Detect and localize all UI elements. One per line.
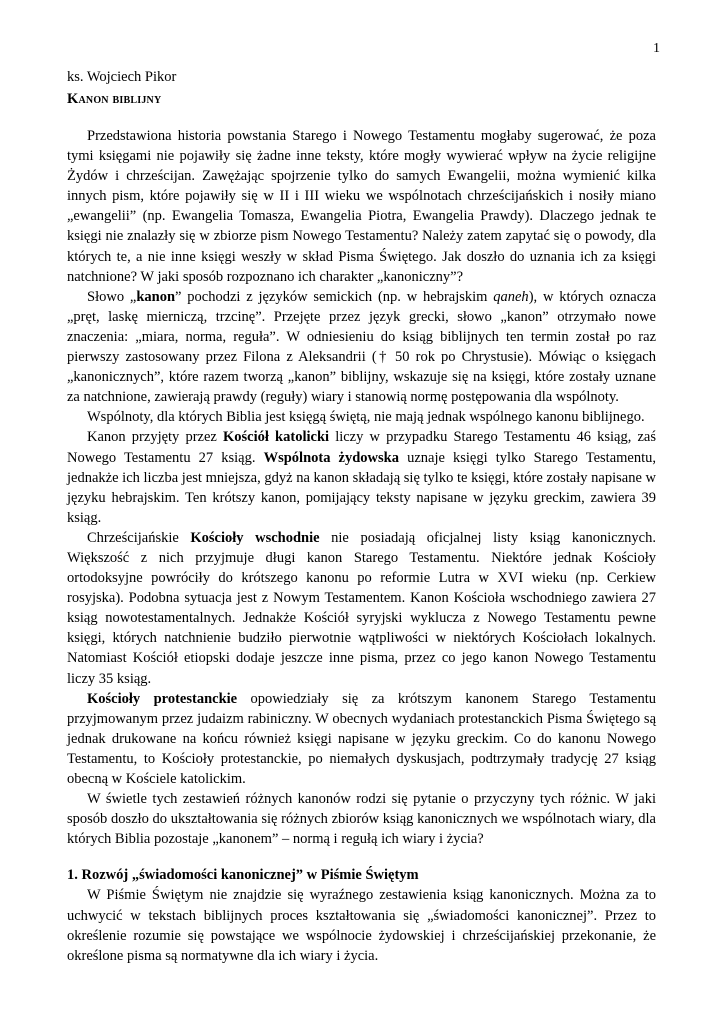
paragraph-canonical-awareness: W Piśmie Świętym nie znajdzie się wyraźnego zestawienia ksiąg kanonicznych. Można za to uchwycić w tekstach biblijnych proces kształtowania się „świadomości kanonicznej”. Przez to określenie rozumie się powstające we wspólnocie żydowskiej i chrześcijańskiej przekonanie, że określone pisma są normatywne dla ich wiary i życia. xyxy=(67,887,656,964)
text-run: nie posiadają oficjalnej listy ksiąg kanonicznych. Większość z nich przyjmuje długi kanon Starego Testamentu. Niektóre jednak Kościoły ortodoksyjne powróciły do krótszego kanonu po reformie Lutra w XVI wieku (np. Cerkiew rosyjska). Podobna sytuacja jest z Nowym Testamentem. Kanon Kościoła wschodniego zawiera 27 ksiąg nowotestamentalnych. Jednakże Kościół syryjski wyklucza z Nowego Testamentu pewne księgi, których natchnienie budziło pierwotnie wątpliwości w niektórych Kościołach lokalnych. Natomiast Kościół etiopski dodaje jeszcze inne pisma, przez co jego kanon Nowego Testamentu liczy 35 ksiąg. xyxy=(67,529,656,687)
term-qaneh: qaneh xyxy=(493,288,529,305)
term-jewish-community: Wspólnota żydowska xyxy=(263,449,399,466)
term-eastern-churches: Kościoły wschodnie xyxy=(190,529,320,546)
term-protestant-churches: Kościoły protestanckie xyxy=(87,690,238,707)
text-run: ), w których oznacza „pręt, laskę mierniczą, trzcinę”. Przejęte przez język grecki, słowo „kanon” otrzymało nowe znaczenia: „miara, norma, reguła”. W odniesieniu do ksiąg biblijnych ten termin został po raz pierwszy zastosowany przez Filona z Aleksandrii († 50 rok po Chrystusie). Mówiąc o księgach „kanonicznych”, które razem tworzą „kanon” biblijny, wskazuje się na księgi, które zostały uznane za natchnione, zawierają prawdy (reguły) wiary i stanowią normę postępowania dla wspólnoty. xyxy=(67,288,656,406)
paragraph-kanon-definition xyxy=(67,287,656,408)
term-catholic-church: Kościół katolicki xyxy=(223,429,330,446)
text-run: liczy w przypadku Starego Testamentu 46 ksiąg, zaś Nowego Testamentu 27 ksiąg. xyxy=(67,429,656,466)
document-title: Kanon biblijny xyxy=(67,91,162,107)
text-run: Słowo „ xyxy=(87,288,137,305)
text-run: Chrześcijańskie xyxy=(87,529,191,546)
text-run: opowiedziały się za krótszym kanonem Starego Testamentu przyjmowanym przez judaizm rabiniczny. W obecnych wydaniach protestanckich Pisma Świętego są jednak drukowane na końcu również księgi napisane w języku greckim. Co do kanonu Nowego Testamentu, to Kościoły protestanckie, po niemałych dyskusjach, podtrzymały tradycję 27 ksiąg obecną w Kościele katolickim. xyxy=(67,690,657,787)
paragraph-communities: Wspólnoty, dla których Biblia jest księgą świętą, nie mają jednak wspólnego kanonu biblijnego. xyxy=(87,409,645,426)
paragraph-protestant-churches xyxy=(67,689,656,789)
body-text xyxy=(67,122,656,966)
page-number: 1 xyxy=(653,41,660,56)
paragraph-eastern-churches xyxy=(67,528,656,689)
text-run: Kanon przyjęty przez xyxy=(87,429,223,446)
paragraph-catholic-jewish-canon xyxy=(67,427,656,527)
section-heading: 1. Rozwój „świadomości kanonicznej” w Piśmie Świętym xyxy=(67,867,419,884)
author-name: ks. Wojciech Pikor xyxy=(67,69,177,85)
paragraph-intro: Przedstawiona historia powstania Starego i Nowego Testamentu mogłaby sugerować, że poza tymi księgami nie pojawiły się żadne inne teksty, które mogły wywierać wpływ na życie religijne Żydów i chrześcijan. Zawężając spojrzenie tylko do samych Ewangelii, można wymienić kilka innych pism, które pojawiły się w II i III wieku we wspólnotach chrześcijańskich i nosiły miano „ewangelii” (np. Ewangelia Tomasza, Ewangelia Piotra, Ewangelia Prawdy). Dlaczego jednak te księgi nie znalazły się w zbiorze pism Nowego Testamentu? Należy zatem zapytać się o powody, dla których te, a nie inne księgi weszły w skład Pisma Świętego. Jak doszło do uznania ich za księgi natchnione? W jaki sposób rozpoznano ich charakter „kanoniczny”? xyxy=(67,128,656,285)
text-run: uznaje księgi tylko Starego Testamentu, jednakże ich liczba jest mniejsza, gdyż na kanon składają się tylko te księgi, które zostały napisane w języku hebrajskim. Ten krótszy kanon, pomijający teksty napisane w języku greckim, zawiera 39 ksiąg. xyxy=(67,449,657,526)
text-run: ” pochodzi z języków semickich (np. w hebrajskim xyxy=(175,288,494,305)
term-kanon: kanon xyxy=(136,288,176,305)
paragraph-question: W świetle tych zestawień różnych kanonów rodzi się pytanie o przyczyny tych różnic. W jaki sposób doszło do ukształtowania się różnych zbiorów ksiąg kanonicznych we wspólnotach wiary, dla których Biblia pozostaje „kanonem” – normą i regułą ich wiary i życia? xyxy=(67,791,656,848)
